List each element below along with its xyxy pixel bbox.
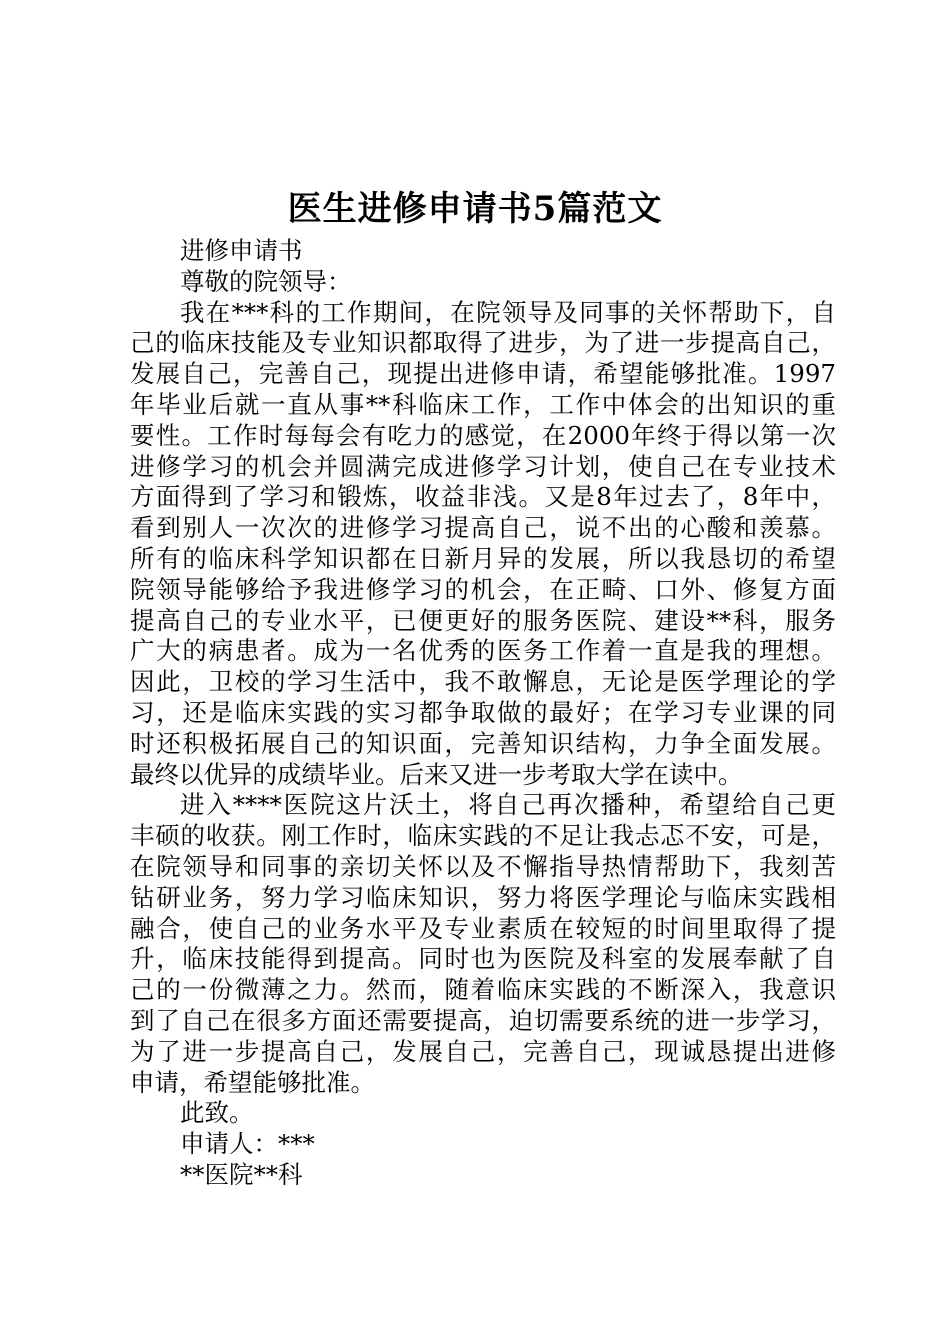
paragraph-line: 院领导能够给予我进修学习的机会，在正畸、口外、修复方面 [130, 574, 836, 604]
paragraph-line: 己的临床技能及专业知识都取得了进步，为了进一步提高自己， [130, 328, 836, 358]
paragraph-1 [130, 298, 836, 791]
paragraph-line: 申请，希望能够批准。 [130, 1067, 375, 1097]
document-body [130, 236, 836, 1191]
paragraph-line: 所有的临床科学知识都在日新月异的发展，所以我恳切的希望 [130, 543, 836, 573]
paragraph-line: 在院领导和同事的亲切关怀以及不懈指导热情帮助下，我刻苦 [130, 851, 836, 881]
paragraph-line: 钻研业务，努力学习临床知识，努力将医学理论与临床实践相 [130, 882, 836, 912]
paragraph-line: 提高自己的专业水平，已便更好的服务医院、建设**科，服务 [130, 605, 836, 635]
paragraph-line: 看到别人一次次的进修学习提高自己，说不出的心酸和羡慕。 [130, 513, 836, 543]
applicant: 申请人：*** [180, 1129, 315, 1159]
paragraph-line: 要性。工作时每每会有吃力的感觉，在2000年终于得以第一次 [130, 420, 836, 450]
document-title: 医生进修申请书5篇范文 [287, 189, 663, 229]
paragraph-line: 丰硕的收获。刚工作时，临床实践的不足让我忐忑不安，可是， [130, 821, 836, 851]
paragraph-line: 升，临床技能得到提高。同时也为医院及科室的发展奉献了自 [130, 944, 836, 974]
paragraph-2 [130, 790, 836, 1098]
paragraph-line: 为了进一步提高自己，发展自己，完善自己，现诚恳提出进修 [130, 1036, 836, 1066]
paragraph-line: 发展自己，完善自己，现提出进修申请，希望能够批准。1997 [130, 359, 836, 389]
paragraph-line: 进入****医院这片沃土，将自己再次播种，希望给自己更 [180, 790, 836, 820]
salutation: 尊敬的院领导： [180, 266, 352, 296]
document-heading: 进修申请书 [180, 236, 303, 265]
paragraph-line: 最终以优异的成绩毕业。后来又进一步考取大学在读中。 [130, 759, 743, 789]
paragraph-line: 广大的病患者。成为一名优秀的医务工作着一直是我的理想。 [130, 636, 836, 666]
department: **医院**科 [180, 1159, 303, 1189]
paragraph-line: 时还积极拓展自己的知识面，完善知识结构，力争全面发展。 [130, 728, 836, 758]
closing: 此致。 [180, 1098, 254, 1128]
paragraph-line: 方面得到了学习和锻炼，收益非浅。又是8年过去了，8年中， [130, 482, 836, 512]
paragraph-line: 习，还是临床实践的实习都争取做的最好；在学习专业课的同 [130, 697, 836, 727]
paragraph-line: 进修学习的机会并圆满完成进修学习计划，使自己在专业技术 [130, 451, 836, 481]
paragraph-line: 融合，使自己的业务水平及专业素质在较短的时间里取得了提 [130, 913, 836, 943]
paragraph-line: 我在***科的工作期间，在院领导及同事的关怀帮助下，自 [180, 297, 836, 327]
paragraph-line: 到了自己在很多方面还需要提高，迫切需要系统的进一步学习， [130, 1005, 836, 1035]
paragraph-line: 己的一份微薄之力。然而，随着临床实践的不断深入，我意识 [130, 975, 836, 1005]
paragraph-line: 年毕业后就一直从事**科临床工作，工作中体会的出知识的重 [130, 389, 836, 419]
paragraph-line: 因此，卫校的学习生活中，我不敢懈息，无论是医学理论的学 [130, 667, 836, 697]
